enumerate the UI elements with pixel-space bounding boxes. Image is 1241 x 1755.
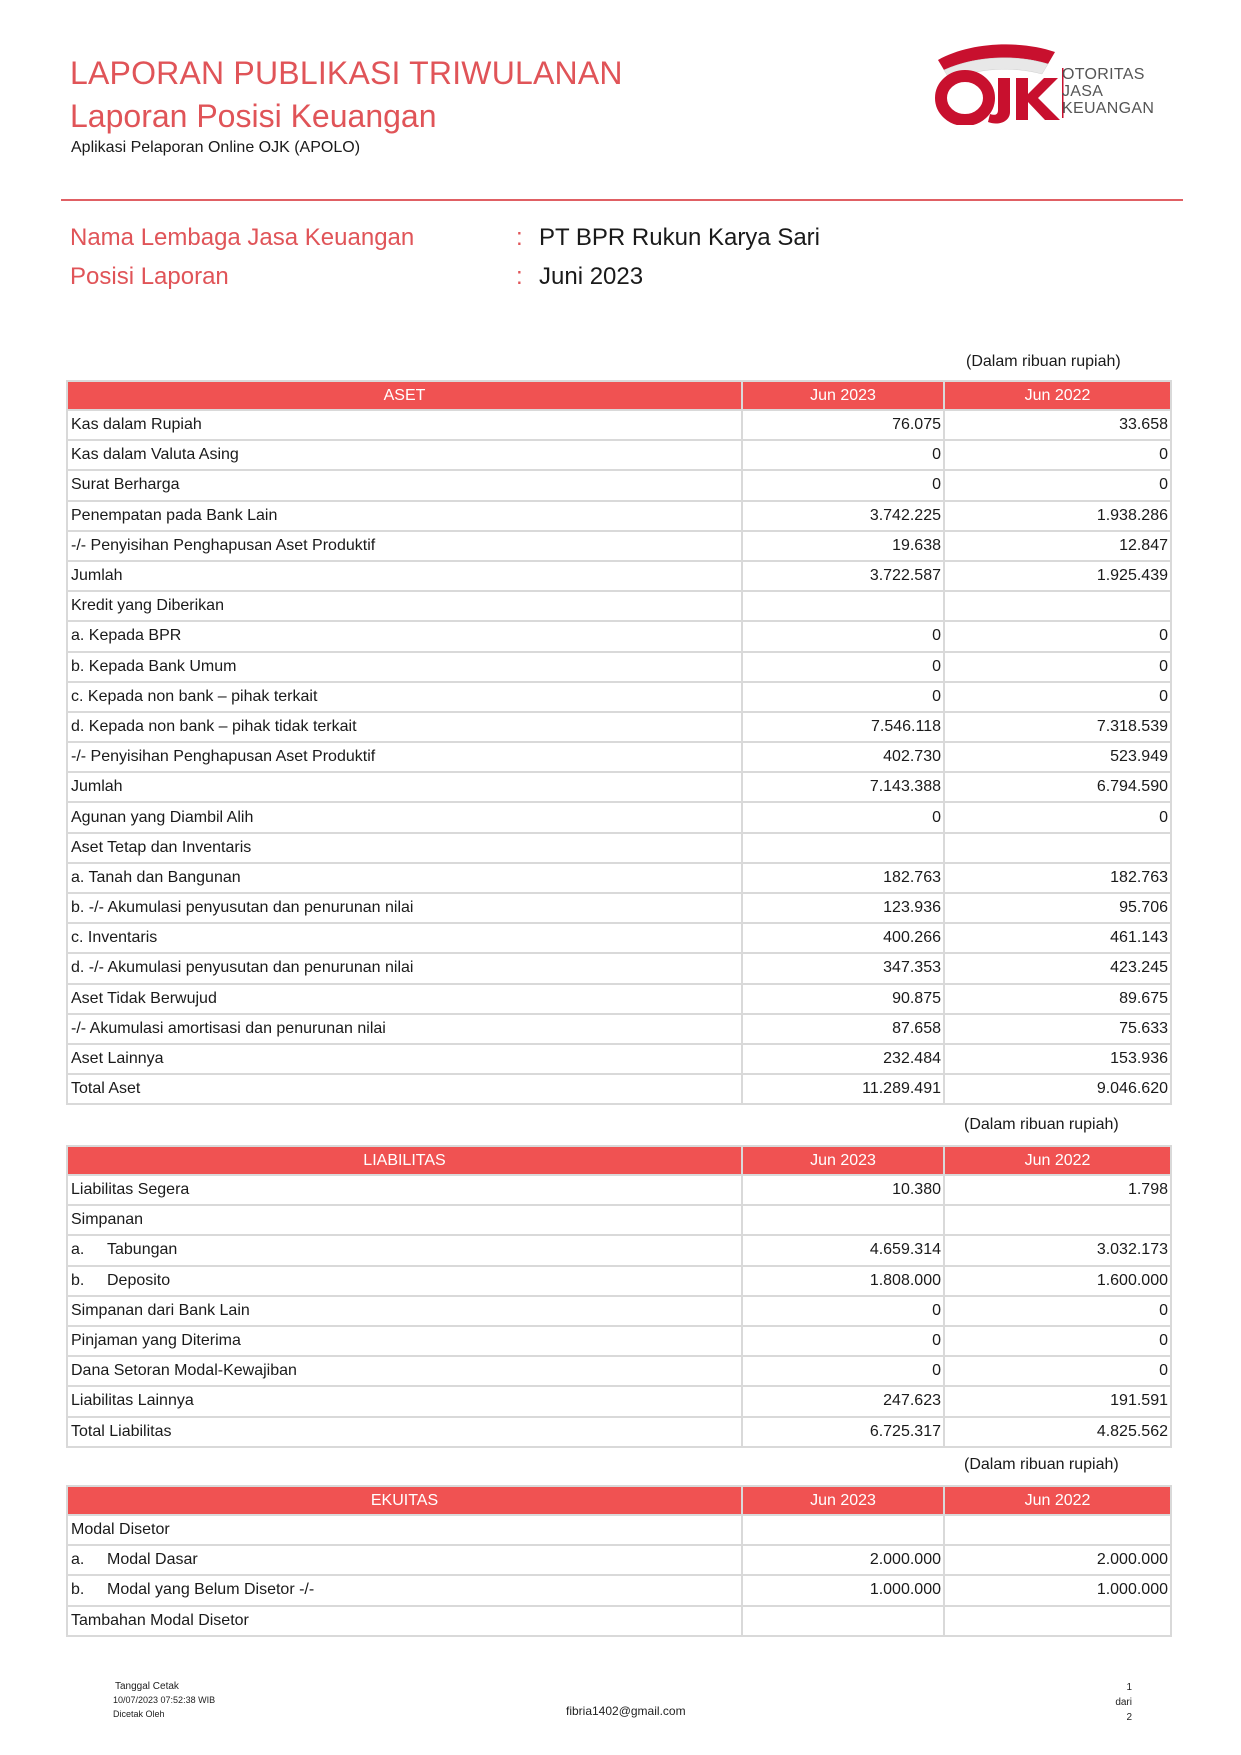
institution-label: Nama Lembaga Jasa Keuangan [70, 224, 415, 251]
table-row [67, 833, 1171, 863]
row-label [67, 1417, 742, 1447]
table-row [67, 682, 1171, 712]
row-label-text: -/- Akumulasi amortisasi dan penurunan nilai [71, 1019, 386, 1037]
print-date-label: Tanggal Cetak [115, 1681, 179, 1692]
row-label [67, 893, 742, 923]
row-label-text: Tabungan [107, 1241, 178, 1259]
row-label [67, 561, 742, 591]
row-label [67, 1575, 742, 1605]
row-label-text: Simpanan [71, 1211, 144, 1229]
column-header-jun-2022: Jun 2022 [944, 1486, 1171, 1515]
table-row [67, 712, 1171, 742]
value-jun-2023 [742, 833, 944, 863]
value-jun-2022: 523.949 [944, 742, 1171, 772]
row-label [67, 410, 742, 440]
value-jun-2023: 0 [742, 682, 944, 712]
unit-note-liabilitas: (Dalam ribuan rupiah) [964, 1116, 1119, 1133]
position-label: Posisi Laporan [70, 263, 229, 290]
value-jun-2023: 1.808.000 [742, 1266, 944, 1296]
value-jun-2022: 153.936 [944, 1044, 1171, 1074]
value-jun-2023: 400.266 [742, 923, 944, 953]
table-row [67, 953, 1171, 983]
row-label [67, 1074, 742, 1104]
value-jun-2022: 191.591 [944, 1386, 1171, 1416]
row-label-text: Kas dalam Valuta Asing [71, 446, 239, 464]
value-jun-2023: 90.875 [742, 984, 944, 1014]
value-jun-2023: 247.623 [742, 1386, 944, 1416]
column-header-jun-2022: Jun 2022 [944, 1146, 1171, 1175]
column-header-jun-2022: Jun 2022 [944, 381, 1171, 410]
value-jun-2022: 1.938.286 [944, 501, 1171, 531]
column-header-jun-2023: Jun 2023 [742, 1486, 944, 1515]
table-row [67, 1356, 1171, 1386]
ekuitas-table [66, 1485, 1172, 1637]
row-label-text: Pinjaman yang Diterima [71, 1332, 241, 1350]
value-jun-2022: 0 [944, 802, 1171, 832]
value-jun-2023: 182.763 [742, 863, 944, 893]
value-jun-2022: 423.245 [944, 953, 1171, 983]
table-row [67, 652, 1171, 682]
value-jun-2023: 6.725.317 [742, 1417, 944, 1447]
table-row [67, 893, 1171, 923]
value-jun-2022: 0 [944, 682, 1171, 712]
row-label-text: c. Inventaris [71, 929, 158, 947]
row-label-text: Simpanan dari Bank Lain [71, 1301, 250, 1319]
row-label [67, 1296, 742, 1326]
row-label [67, 1545, 742, 1575]
row-label-text: Modal Dasar [107, 1551, 198, 1569]
separator: : [516, 263, 523, 290]
value-jun-2022 [944, 1606, 1171, 1636]
table-row [67, 1205, 1171, 1235]
row-label-text: c. Kepada non bank – pihak terkait [71, 687, 318, 705]
value-jun-2023: 0 [742, 621, 944, 651]
value-jun-2023 [742, 1515, 944, 1545]
row-label [67, 833, 742, 863]
table-row [67, 470, 1171, 500]
aset-table [66, 380, 1172, 1105]
value-jun-2023: 1.000.000 [742, 1575, 944, 1605]
column-header-jun-2023: Jun 2023 [742, 381, 944, 410]
value-jun-2022: 0 [944, 1296, 1171, 1326]
row-label-text: Total Liabilitas [71, 1422, 172, 1440]
value-jun-2022 [944, 591, 1171, 621]
row-label-text: d. -/- Akumulasi penyusutan dan penurunan nilai [71, 959, 414, 977]
value-jun-2022: 75.633 [944, 1014, 1171, 1044]
table-row [67, 1235, 1171, 1265]
row-label [67, 802, 742, 832]
value-jun-2022: 461.143 [944, 923, 1171, 953]
row-label [67, 923, 742, 953]
value-jun-2023: 347.353 [742, 953, 944, 983]
table-row [67, 1266, 1171, 1296]
table-header-row [67, 1146, 1171, 1175]
row-prefix: b. [71, 1271, 85, 1289]
value-jun-2023: 10.380 [742, 1175, 944, 1205]
value-jun-2022: 1.600.000 [944, 1266, 1171, 1296]
table-row [67, 923, 1171, 953]
value-jun-2022: 1.000.000 [944, 1575, 1171, 1605]
row-label-text: Jumlah [71, 567, 123, 585]
page-of: dari [1115, 1697, 1132, 1708]
printed-by-value: fibria1402@gmail.com [566, 1704, 686, 1718]
row-label-text: Penempatan pada Bank Lain [71, 506, 278, 524]
value-jun-2023: 0 [742, 802, 944, 832]
value-jun-2022: 0 [944, 1356, 1171, 1386]
value-jun-2022: 9.046.620 [944, 1074, 1171, 1104]
row-label [67, 1266, 742, 1296]
value-jun-2022: 1.925.439 [944, 561, 1171, 591]
row-label [67, 501, 742, 531]
print-date-value: 10/07/2023 07:52:38 WIB [113, 1695, 216, 1705]
value-jun-2022: 6.794.590 [944, 772, 1171, 802]
table-row [67, 621, 1171, 651]
value-jun-2022 [944, 1205, 1171, 1235]
value-jun-2022: 0 [944, 621, 1171, 651]
row-label [67, 1205, 742, 1235]
table-row [67, 1014, 1171, 1044]
unit-note-aset: (Dalam ribuan rupiah) [966, 353, 1121, 370]
value-jun-2023: 402.730 [742, 742, 944, 772]
value-jun-2023: 4.659.314 [742, 1235, 944, 1265]
value-jun-2023 [742, 1205, 944, 1235]
table-row [67, 591, 1171, 621]
value-jun-2022: 0 [944, 440, 1171, 470]
row-label [67, 1386, 742, 1416]
row-label [67, 652, 742, 682]
value-jun-2022: 4.825.562 [944, 1417, 1171, 1447]
row-label-text: Kredit yang Diberikan [71, 597, 224, 615]
value-jun-2022: 3.032.173 [944, 1235, 1171, 1265]
row-label [67, 984, 742, 1014]
value-jun-2023: 76.075 [742, 410, 944, 440]
column-header-jun-2023: Jun 2023 [742, 1146, 944, 1175]
value-jun-2023: 3.722.587 [742, 561, 944, 591]
value-jun-2023: 0 [742, 1356, 944, 1386]
value-jun-2022 [944, 1515, 1171, 1545]
row-label [67, 682, 742, 712]
value-jun-2022: 89.675 [944, 984, 1171, 1014]
liabilitas-table-body [67, 1175, 1171, 1447]
row-label [67, 531, 742, 561]
report-title: LAPORAN PUBLIKASI TRIWULANAN [70, 55, 623, 91]
row-label [67, 591, 742, 621]
value-jun-2023: 11.289.491 [742, 1074, 944, 1104]
table-header-row [67, 381, 1171, 410]
value-jun-2023: 0 [742, 1326, 944, 1356]
table-row [67, 1417, 1171, 1447]
value-jun-2023: 87.658 [742, 1014, 944, 1044]
table-row [67, 501, 1171, 531]
table-row [67, 561, 1171, 591]
column-header-aset: ASET [67, 381, 742, 410]
header-divider [61, 199, 1183, 201]
table-row [67, 1296, 1171, 1326]
row-label [67, 440, 742, 470]
column-header-ekuitas: EKUITAS [67, 1486, 742, 1515]
value-jun-2022: 0 [944, 652, 1171, 682]
row-label [67, 1014, 742, 1044]
row-prefix: a. [71, 1241, 85, 1259]
value-jun-2023: 0 [742, 1296, 944, 1326]
row-label [67, 621, 742, 651]
row-label [67, 1175, 742, 1205]
row-label [67, 470, 742, 500]
row-label-text: b. -/- Akumulasi penyusutan dan penurunan nilai [71, 899, 414, 917]
separator: : [516, 224, 523, 251]
ojk-logo-text: OTORITAS JASA KEUANGAN [1062, 66, 1155, 117]
row-label-text: Kas dalam Rupiah [71, 416, 202, 434]
value-jun-2023: 3.742.225 [742, 501, 944, 531]
row-label-text: Modal yang Belum Disetor -/- [107, 1581, 315, 1599]
table-row [67, 1074, 1171, 1104]
value-jun-2022: 182.763 [944, 863, 1171, 893]
table-row [67, 1386, 1171, 1416]
table-row [67, 863, 1171, 893]
value-jun-2022: 7.318.539 [944, 712, 1171, 742]
table-row [67, 531, 1171, 561]
ekuitas-table-body [67, 1515, 1171, 1636]
row-label-text: Liabilitas Segera [71, 1181, 190, 1199]
value-jun-2022 [944, 833, 1171, 863]
app-name: Aplikasi Pelaporan Online OJK (APOLO) [71, 139, 361, 156]
value-jun-2022: 1.798 [944, 1175, 1171, 1205]
printed-by-label: Dicetak Oleh [113, 1709, 165, 1719]
row-label [67, 772, 742, 802]
value-jun-2022: 12.847 [944, 531, 1171, 561]
aset-table-body [67, 410, 1171, 1104]
value-jun-2023 [742, 1606, 944, 1636]
table-row [67, 1044, 1171, 1074]
row-label-text: -/- Penyisihan Penghapusan Aset Produktif [71, 536, 376, 554]
value-jun-2022: 0 [944, 470, 1171, 500]
row-label [67, 1044, 742, 1074]
page-current: 1 [1126, 1682, 1132, 1693]
position-value: Juni 2023 [539, 263, 644, 290]
value-jun-2023: 2.000.000 [742, 1545, 944, 1575]
row-label-text: Agunan yang Diambil Alih [71, 808, 254, 826]
table-row [67, 772, 1171, 802]
page-total: 2 [1126, 1712, 1132, 1723]
row-label [67, 1235, 742, 1265]
row-prefix: a. [71, 1551, 85, 1569]
value-jun-2023: 0 [742, 440, 944, 470]
row-label [67, 1356, 742, 1386]
value-jun-2023: 7.143.388 [742, 772, 944, 802]
value-jun-2023: 232.484 [742, 1044, 944, 1074]
table-row [67, 1515, 1171, 1545]
row-label-text: Deposito [107, 1271, 171, 1289]
row-label [67, 742, 742, 772]
row-label [67, 712, 742, 742]
table-header-row [67, 1486, 1171, 1515]
value-jun-2022: 95.706 [944, 893, 1171, 923]
table-row [67, 742, 1171, 772]
row-label [67, 1515, 742, 1545]
value-jun-2022: 33.658 [944, 410, 1171, 440]
value-jun-2023: 7.546.118 [742, 712, 944, 742]
institution-value: PT BPR Rukun Karya Sari [539, 224, 821, 251]
value-jun-2023: 19.638 [742, 531, 944, 561]
liabilitas-table [66, 1145, 1172, 1448]
row-label-text: Surat Berharga [71, 476, 180, 494]
table-row [67, 1175, 1171, 1205]
column-header-liabilitas: LIABILITAS [67, 1146, 742, 1175]
value-jun-2023 [742, 591, 944, 621]
table-row [67, 1326, 1171, 1356]
row-label-text: d. Kepada non bank – pihak tidak terkait [71, 717, 357, 735]
row-label-text: Aset Lainnya [71, 1050, 164, 1068]
row-label [67, 953, 742, 983]
value-jun-2022: 0 [944, 1326, 1171, 1356]
row-label-text: Liabilitas Lainnya [71, 1392, 194, 1410]
row-label-text: Total Aset [71, 1080, 141, 1098]
table-row [67, 984, 1171, 1014]
table-row [67, 440, 1171, 470]
row-label [67, 1326, 742, 1356]
row-label-text: Jumlah [71, 778, 123, 796]
value-jun-2022: 2.000.000 [944, 1545, 1171, 1575]
table-row [67, 1606, 1171, 1636]
table-row [67, 802, 1171, 832]
row-label-text: Dana Setoran Modal-Kewajiban [71, 1362, 297, 1380]
table-row [67, 1575, 1171, 1605]
row-label-text: a. Kepada BPR [71, 627, 182, 645]
value-jun-2023: 0 [742, 652, 944, 682]
unit-note-ekuitas: (Dalam ribuan rupiah) [964, 1456, 1119, 1473]
row-label-text: Modal Disetor [71, 1521, 170, 1539]
row-label [67, 863, 742, 893]
table-row [67, 410, 1171, 440]
row-label [67, 1606, 742, 1636]
row-label-text: Aset Tidak Berwujud [71, 989, 217, 1007]
row-label-text: -/- Penyisihan Penghapusan Aset Produktif [71, 748, 376, 766]
report-subtitle: Laporan Posisi Keuangan [70, 98, 437, 134]
row-label-text: a. Tanah dan Bangunan [71, 868, 241, 886]
row-label-text: b. Kepada Bank Umum [71, 657, 237, 675]
table-row [67, 1545, 1171, 1575]
row-label-text: Aset Tetap dan Inventaris [71, 838, 252, 856]
value-jun-2023: 0 [742, 470, 944, 500]
page-indicator [1110, 1680, 1132, 1725]
row-prefix: b. [71, 1581, 85, 1599]
value-jun-2023: 123.936 [742, 893, 944, 923]
row-label-text: Tambahan Modal Disetor [71, 1611, 249, 1629]
